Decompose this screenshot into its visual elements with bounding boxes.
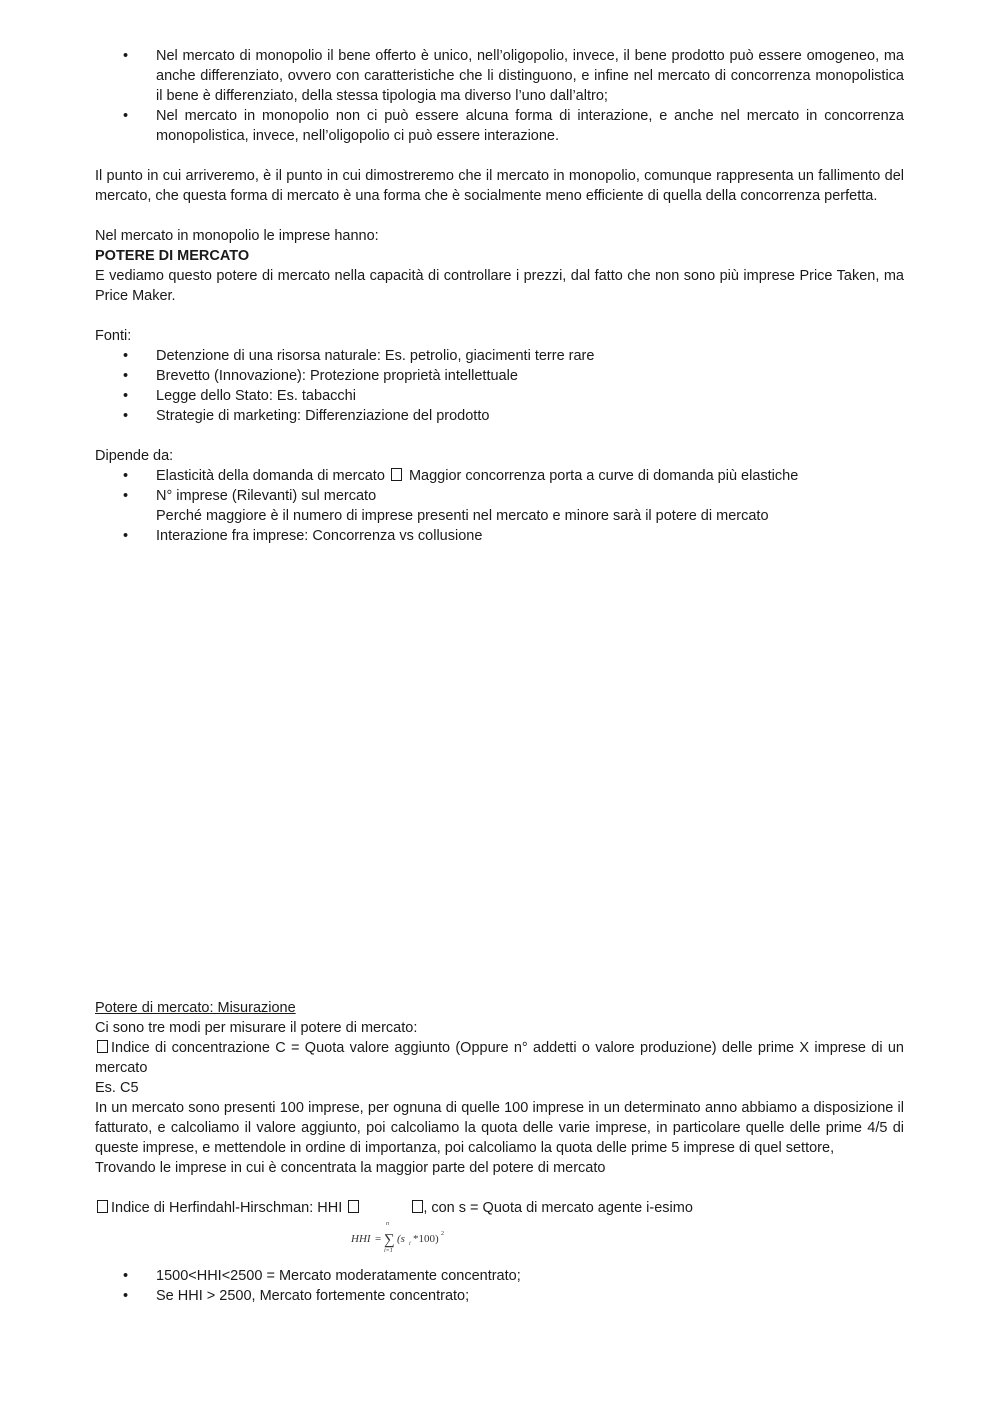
formula-sum-upper: n (386, 1221, 389, 1227)
section-title-misurazione: Potere di mercato: Misurazione (95, 1000, 296, 1016)
formula-sum-lower: i=1 (384, 1248, 393, 1254)
blank-space (95, 546, 904, 998)
monopoly-intro: Nel mercato in monopolio le imprese hanno: (95, 228, 379, 244)
conclusion-paragraph: Trovando le imprese in cui è concentrata la maggior parte del potere di mercato (95, 1160, 606, 1176)
depends-label: Dipende da: (95, 448, 174, 464)
measurement-intro: Ci sono tre modi per misurare il potere di mercato: (95, 1020, 418, 1036)
market-comparison-list (95, 46, 904, 146)
list-item-text: • N° imprese (Rilevanti) sul mercato (156, 488, 377, 504)
list-item: • Legge dello Stato: Es. tabacchi (95, 386, 904, 406)
list-item: • Interazione fra imprese: Concorrenza vs collusione (95, 526, 904, 546)
missing-glyph-icon (348, 1200, 359, 1213)
formula-subscript: i (409, 1241, 411, 1247)
hhi-formula (95, 1218, 904, 1258)
paragraph-monopoly-failure: Il punto in cui arriveremo, è il punto in cui dimostreremo che il mercato in monopolio, comunque rappresenta un fallimento del mercato, che questa forma di mercato è una forma che è socialmente meno efficiente di quella della concorrenza perfetta. (95, 168, 904, 204)
sources-label: Fonti: (95, 328, 132, 344)
formula-equals: = (375, 1233, 382, 1245)
list-item (95, 486, 904, 526)
arrow-glyph-icon (97, 1040, 108, 1053)
list-item-text: Elasticità della domanda di mercato (156, 468, 385, 484)
hhi-index-text: Indice di Herfindahl-Hirschman: HHI (111, 1200, 343, 1216)
example-label: Es. C5 (95, 1080, 139, 1096)
potere-paragraph: E vediamo questo potere di mercato nella capacità di controllare i prezzi, dal fatto che non sono più imprese Price Taken, ma Price Maker. (95, 268, 904, 304)
depends-list (95, 466, 904, 546)
missing-glyph-icon (412, 1200, 423, 1213)
list-item: • Nel mercato in monopolio non ci può essere alcuna forma di interazione, e anche nel mercato in concorrenza monopolistica, invece, nell’oligopolio ci può essere interazione. (95, 106, 904, 146)
formula-lhs: HHI (351, 1233, 371, 1245)
hhi-index-definition: , con s = Quota di mercato agente i-esimo (423, 1200, 693, 1216)
section-heading-potere: POTERE DI MERCATO (95, 248, 250, 264)
hhi-index (95, 1198, 904, 1218)
hhi-formula-graphic (351, 1218, 461, 1258)
formula-exponent: 2 (441, 1231, 444, 1237)
list-item: • Nel mercato di monopolio il bene offerto è unico, nell’oligopolio, invece, il bene prodotto può essere omogeneo, ma anche differenziato, ovvero con caratteristiche che li distinguono, e infine nel mercato di concorrenza monopolistica il bene è differenziato, della stessa tipologia ma diverso l’uno dall’altro; (95, 46, 904, 106)
concentration-index-text: Indice di concentrazione C = Quota valore aggiunto (Oppure n° addetti o valore produzione) delle prime X imprese di un mercato (95, 1040, 904, 1076)
document-page (95, 46, 904, 1306)
formula-body-2: *100) (413, 1233, 439, 1245)
sources-list (95, 346, 904, 426)
arrow-glyph-icon (97, 1200, 108, 1213)
list-item: • Brevetto (Innovazione): Protezione proprietà intellettuale (95, 366, 904, 386)
list-item: • Se HHI > 2500, Mercato fortemente concentrato; (95, 1286, 904, 1306)
list-item-text: Maggior concorrenza porta a curve di domanda più elastiche (408, 468, 799, 484)
formula-sum-sign: ∑ (384, 1232, 395, 1248)
formula-body: (s (397, 1233, 405, 1245)
list-item: • Strategie di marketing: Differenziazione del prodotto (95, 406, 904, 426)
hhi-thresholds-list (95, 1266, 904, 1306)
list-item: • Detenzione di una risorsa naturale: Es. petrolio, giacimenti terre rare (95, 346, 904, 366)
list-item-text: Perché maggiore è il numero di imprese presenti nel mercato e minore sarà il potere di mercato (156, 508, 769, 524)
concentration-index (95, 1038, 904, 1078)
list-item: • 1500<HHI<2500 = Mercato moderatamente concentrato; (95, 1266, 904, 1286)
arrow-glyph-icon (391, 468, 402, 481)
example-paragraph: In un mercato sono presenti 100 imprese, per ognuna di quelle 100 imprese in un determinato anno abbiamo a disposizione il fatturato, e calcoliamo il valore aggiunto, poi calcoliamo la quota delle varie imprese, in particolare quelle delle prime 4/5 di queste imprese, e mettendole in ordine di importanza, poi calcoliamo la quota delle prime 5 imprese di quel settore, (95, 1100, 904, 1156)
list-item (95, 466, 904, 486)
